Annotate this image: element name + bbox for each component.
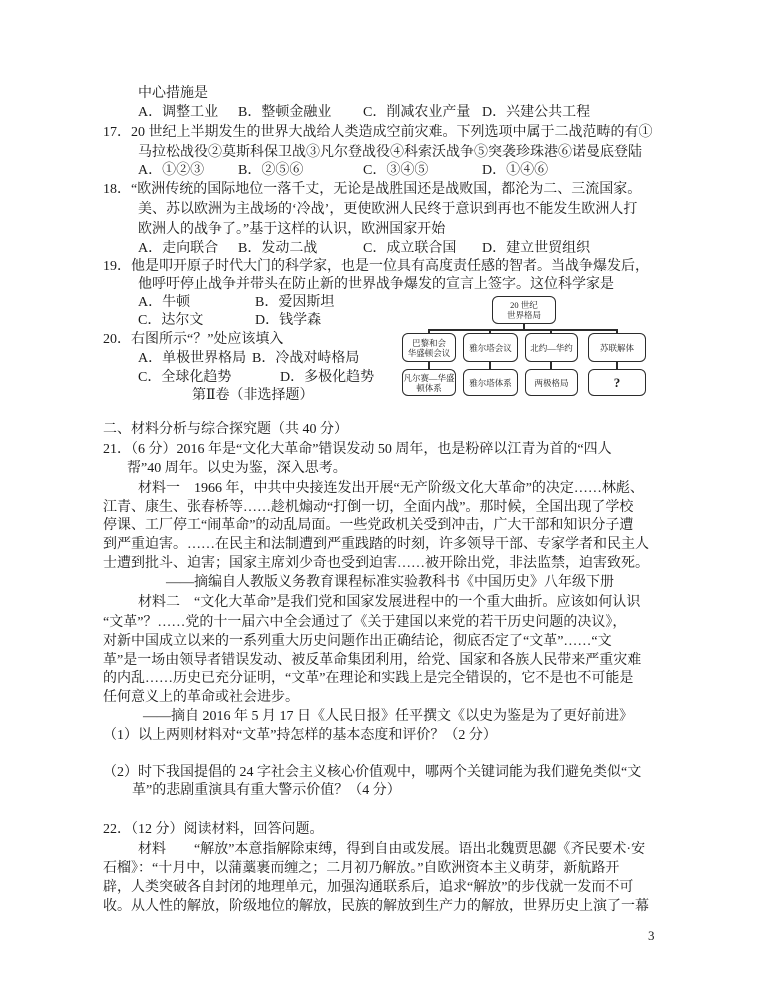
q19-options-cd — [138, 311, 321, 330]
q16-option-c: C．削减农业产量 — [363, 105, 471, 120]
connector-line — [616, 362, 618, 369]
q20-option-d: D．多极化趋势 — [280, 370, 375, 385]
q18-stem-line2: 美、苏以欧洲为主战场的‘冷战’，更使欧洲人民终于意识到再也不能发生欧洲人打 — [138, 202, 638, 217]
connector-line — [428, 362, 430, 369]
part2-banner: 第Ⅱ卷（非选择题） — [192, 388, 314, 403]
q21-subquestion2-line2: 革”的悲剧重演具有重大警示价值？（4 分） — [132, 783, 401, 798]
q22-material-line3: 辟，人类突破各自封闭的地理单元，加强沟通联系后，追求“解放”的步伐就一发而不可 — [103, 880, 634, 895]
q21-material2-line4: 革”是一场由领导者错误发动、被反革命集团利用，给党、国家和各族人民带来严重灾难 — [103, 653, 642, 668]
diagram-box-line1: 巴黎和会 — [411, 337, 446, 348]
q21-material1-line3: 停课、工厂停工“闹革命”的动乱局面。一些党政机关受到冲击，广大干部和知识分子遭 — [103, 518, 634, 533]
q19-options-ab — [138, 293, 334, 312]
q21-subquestion2-line1: （2）时下我国提倡的 24 字社会主义核心价值观中，哪两个关键词能为我们避免类似“文 — [103, 765, 642, 780]
q16-option-d: D．兴建公共工程 — [482, 105, 591, 120]
q18-options — [138, 239, 590, 258]
q22-material-line1: 材料 “解放”本意指解除束缚，得到自由或发展。语出北魏贾思勰《齐民要术·安 — [138, 842, 646, 857]
q17-option-a: A．①②③ — [138, 163, 205, 178]
q21-stem-line2: 帮”40 周年。以史为鉴，深入思考。 — [127, 461, 347, 476]
q21-subquestion1: （1）以上两则材料对“文革”持怎样的基本态度和评价？（2 分） — [103, 728, 497, 743]
q17-stem-line1: 17．20 世纪上半期发生的世界大战给人类造成空前灾难。下列选项中属于二战范畴的有① — [103, 125, 653, 140]
diagram-box-ussr-collapse: 苏联解体 — [588, 333, 646, 362]
diagram-box-yalta-system: 雅尔塔体系 — [463, 369, 518, 396]
q17-option-d: D．①④⑥ — [482, 163, 549, 178]
question-mark-label: ? — [613, 375, 621, 390]
diagram-box-root — [492, 296, 556, 324]
q16-stem-tail: 中心措施是 — [138, 86, 208, 101]
diagram-box-question-mark — [588, 369, 646, 396]
q22-stem-line1: 22．（12 分）阅读材料，回答问题。 — [103, 822, 324, 837]
q21-material1-line1: 材料一 1966 年，中共中央接连发出开展“无产阶级文化大革命”的决定……林彪、 — [138, 481, 644, 496]
diagram-box-line1: 凡尔赛—华盛 — [403, 372, 455, 383]
q18-stem-line1: 18．“欧洲传统的国际地位一落千丈，无论是战胜国还是战败国，都沦为二、三流国家。 — [103, 182, 642, 197]
q18-option-b: B．发动二战 — [238, 241, 318, 256]
q19-option-b: B．爱因斯坦 — [255, 295, 335, 310]
section2-title: 二、材料分析与综合探究题（共 40 分） — [103, 422, 348, 437]
q20-options-ab — [138, 349, 359, 368]
diagram-box-line2: 华盛顿会议 — [407, 347, 451, 358]
q16-options — [138, 103, 590, 122]
diagram-box-bipolar-pattern: 两极格局 — [525, 369, 578, 396]
connector-line — [428, 329, 618, 331]
q20-options-cd — [138, 368, 374, 387]
q21-material1-source: ——摘编自人教版义务教育课程标准实验教科书《中国历史》八年级下册 — [166, 575, 614, 590]
diagram-root-line1: 20 世纪 — [510, 300, 538, 310]
q22-material-line2: 石榴》：“十月中，以蒲藁裹而缠之；二月初乃解放。”自欧洲资本主义萌芽，新航路开 — [103, 861, 620, 876]
q21-material2-line5: 的内乱……历史已充分证明，“文革”在理论和实践上是完全错误的，它不是也不可能是 — [103, 671, 634, 686]
q22-material-line4: 收。从人性的解放，阶级地位的解放，民族的解放到生产力的解放，世界历史上演了一幕 — [103, 899, 649, 914]
q18-option-d: D．建立世贸组织 — [482, 241, 591, 256]
q21-material1-line2: 江青、康生、张春桥等……趁机煽动“打倒一切，全面内战”。那时候，全国出现了学校 — [103, 500, 634, 515]
q18-option-a: A．走向联合 — [138, 241, 219, 256]
q17-option-b: B．②⑤⑥ — [238, 163, 304, 178]
q20-option-b: B．冷战对峙格局 — [252, 351, 360, 366]
diagram-box-nato-warsaw: 北约—华约 — [525, 333, 578, 362]
q21-material2-line3: 对新中国成立以来的一系列重大历史问题作出正确结论，彻底否定了“文革”……“文 — [103, 634, 612, 649]
page-number: 3 — [648, 928, 655, 943]
q18-option-c: C．成立联合国 — [363, 241, 457, 256]
q21-material2-line1: 材料二 “文化大革命”是我们党和国家发展进程中的一个重大曲折。应该如何认识 — [138, 595, 641, 610]
diagram-box-paris-washington — [402, 333, 456, 362]
q20-stem-line1: 20．右图所示“？”处应该填入 — [103, 332, 284, 347]
q16-option-b: B．整顿金融业 — [238, 105, 332, 120]
connector-line — [489, 362, 491, 369]
q21-material2-source: ——摘自 2016 年 5 月 17 日《人民日报》任平撰文《以史为鉴是为了更好前进》 — [143, 709, 633, 724]
q17-options — [138, 161, 548, 180]
q17-option-c: C．③④⑤ — [363, 163, 429, 178]
q19-stem-line1: 19．他是叩开原子时代大门的科学家，也是一位具有高度责任感的智者。当战争爆发后， — [103, 259, 649, 274]
q21-material2-line6: 任何意义上的革命或社会进步。 — [103, 690, 299, 705]
q18-stem-line3: 欧洲人的战争了。”基于这样的认识，欧洲国家开始 — [138, 222, 446, 237]
q17-stem-line2: 马拉松战役②莫斯科保卫战③凡尔登战役④科索沃战争⑤突袭珍珠港⑥诺曼底登陆 — [138, 145, 642, 160]
q19-option-d: D．钱学森 — [255, 313, 322, 328]
diagram-root-line2: 世界格局 — [506, 310, 541, 320]
q21-material1-line5: 士遭到批斗、迫害；国家主席刘少奇也受到迫害……被开除出党，非法监禁，迫害致死。 — [103, 556, 649, 571]
q19-stem-line2: 他呼吁停止战争并带头在防止新的世界战争爆发的宣言上签字。这位科学家是 — [138, 277, 614, 292]
q16-option-a: A．调整工业 — [138, 105, 219, 120]
diagram-box-yalta-conference: 雅尔塔会议 — [463, 333, 518, 362]
q21-stem-line1: 21．（6 分）2016 年是“文化大革命”错误发动 50 周年，也是粉碎以江青为首的“四人 — [103, 442, 612, 457]
q19-option-a: A．牛顿 — [138, 295, 191, 310]
q19-option-c: C．达尔文 — [138, 313, 204, 328]
q21-material2-line2: “文革”？……党的十一届六中全会通过了《关于建国以来党的若干历史问题的决议》， — [103, 615, 627, 630]
diagram-box-line2: 顿体系 — [416, 382, 442, 393]
q20-option-a: A．单极世界格局 — [138, 351, 247, 366]
connector-line — [550, 362, 552, 369]
q20-option-c: C．全球化趋势 — [138, 370, 232, 385]
diagram-box-versailles-washington-system — [402, 369, 456, 396]
q21-material1-line4: 到严重迫害。……在民主和法制遭到严重践踏的时刻，许多领导干部、专家学者和民主人 — [103, 537, 649, 552]
